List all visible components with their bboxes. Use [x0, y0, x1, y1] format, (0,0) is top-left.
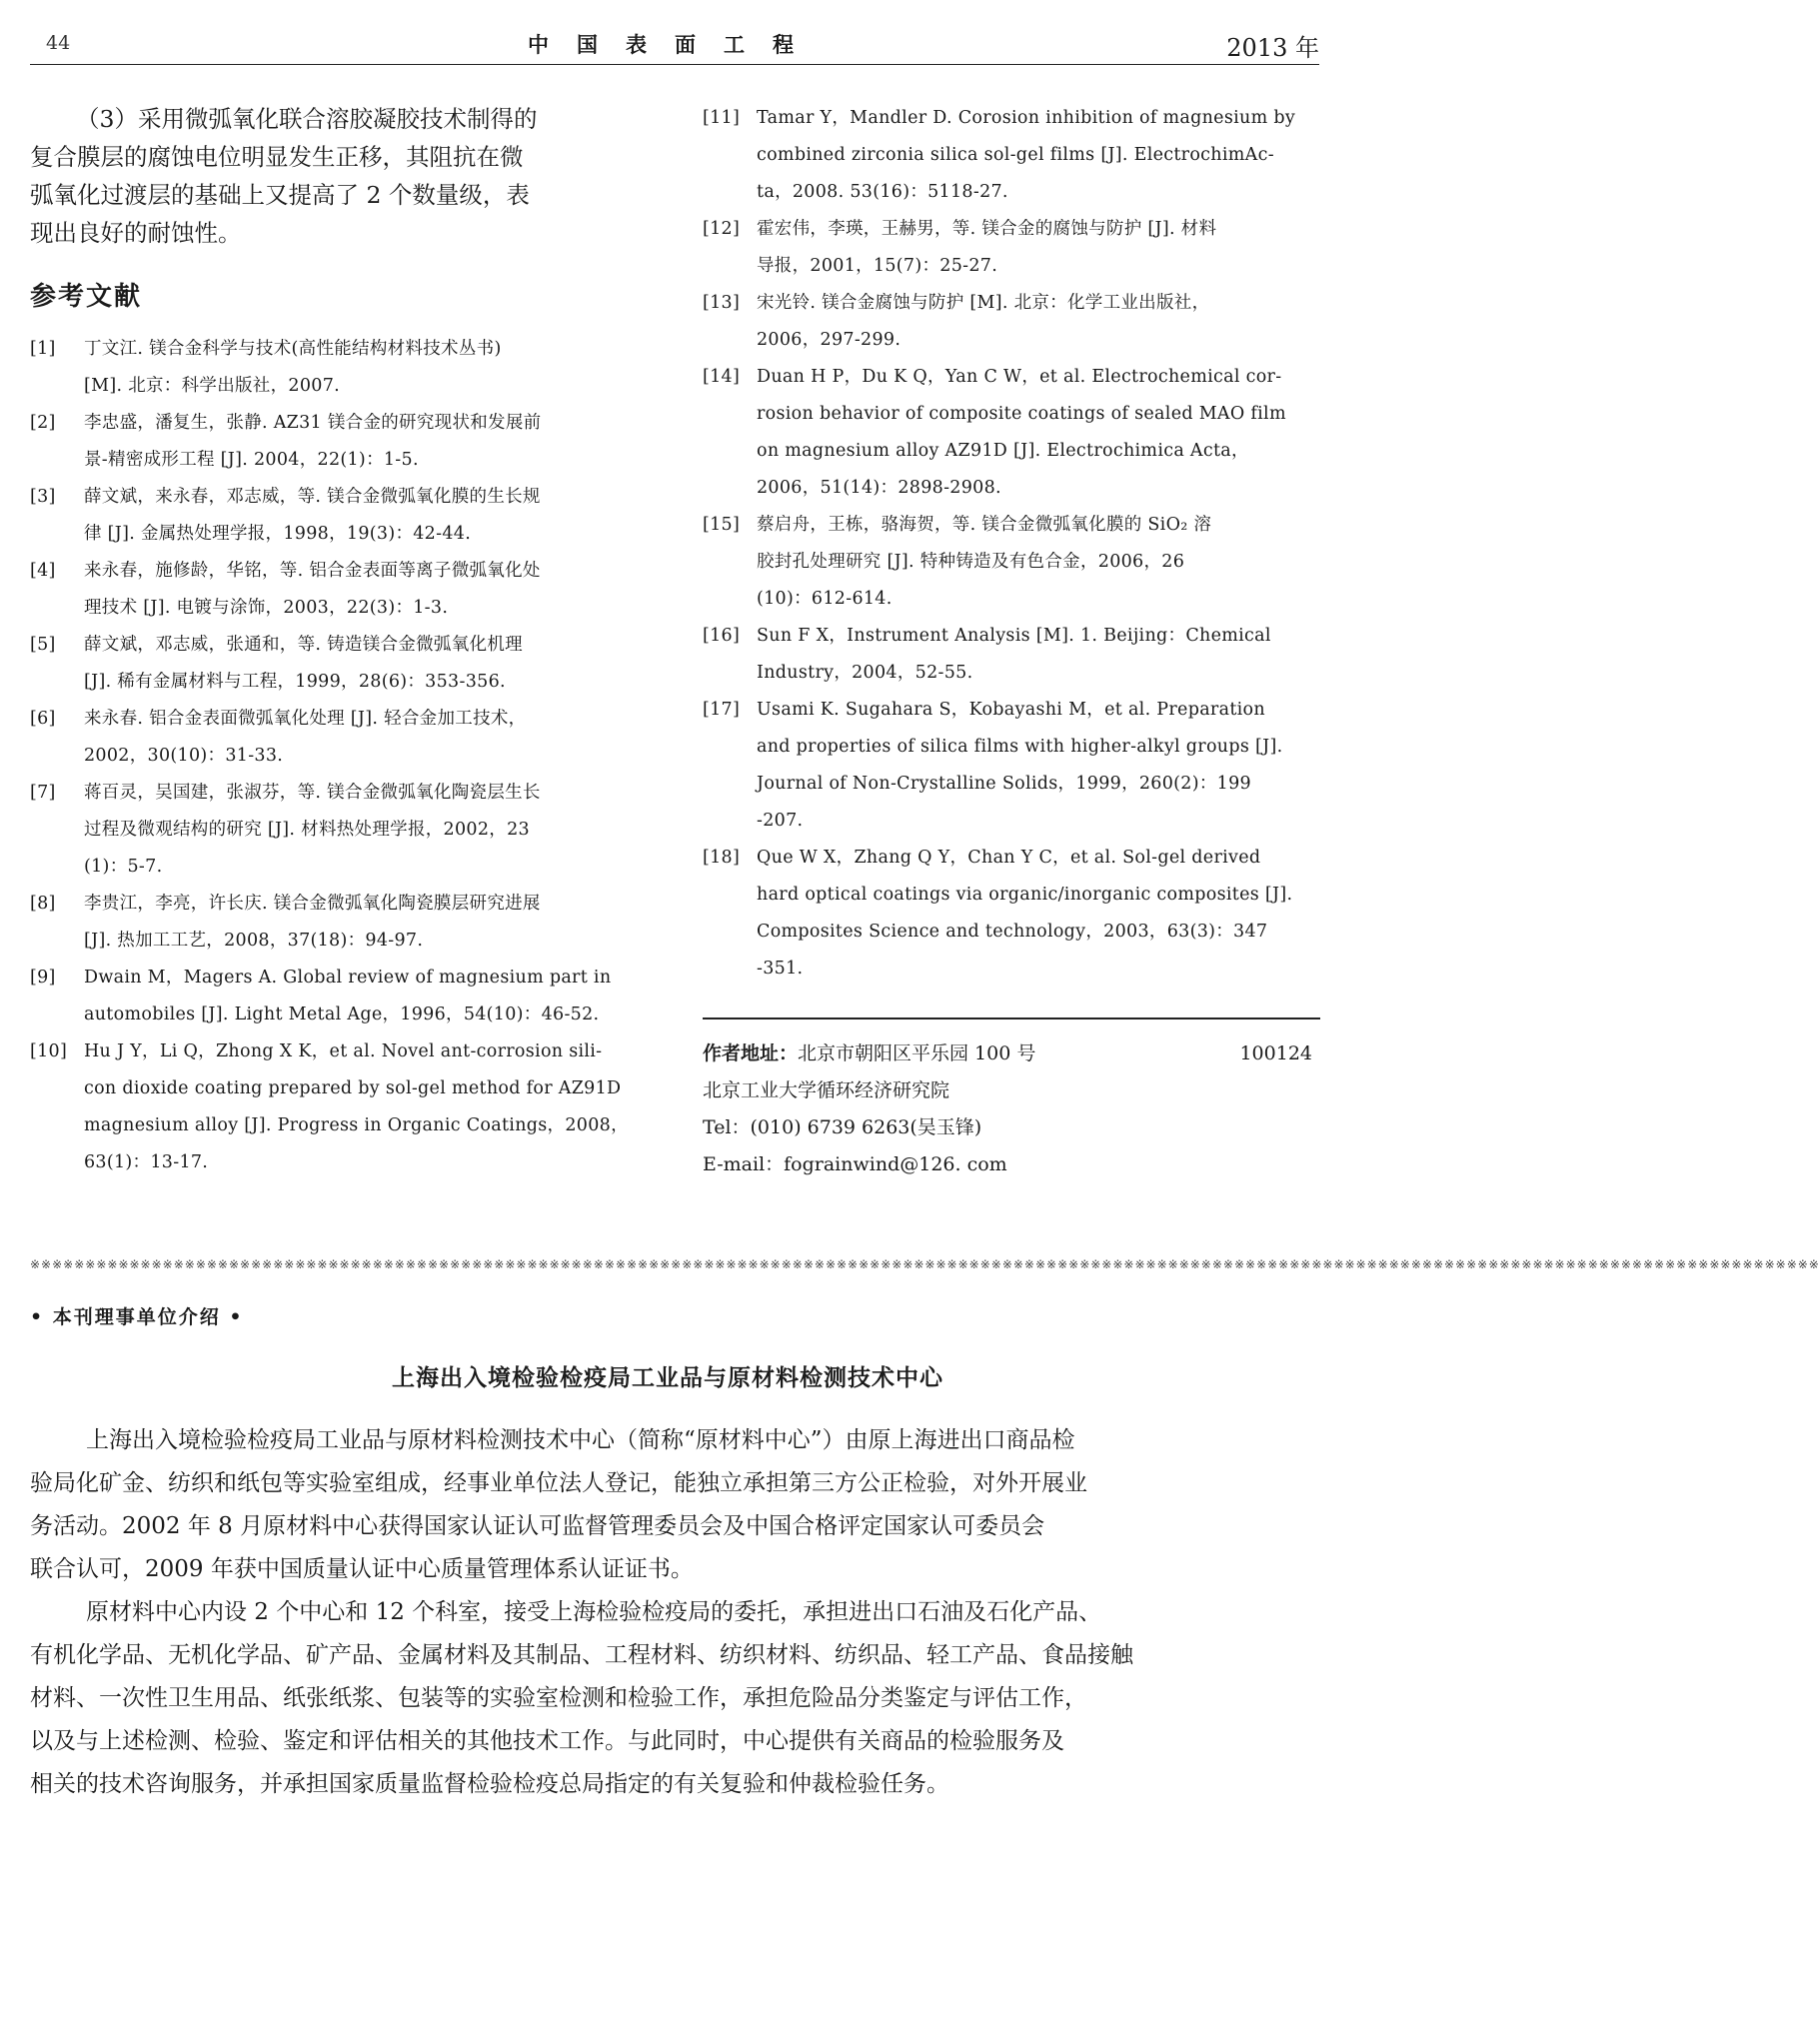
reference-item [703, 507, 1320, 618]
reference-line: Journal of Non-Crystalline Solids，1999，260(2)：199 [757, 774, 1251, 794]
reference-line: 薛文斌，邓志威，张通和，等. 铸造镁合金微弧氧化机理 [84, 635, 523, 655]
reference-line: -351. [757, 959, 804, 979]
reference-item [30, 479, 648, 553]
reference-item [30, 627, 648, 701]
reference-line: 过程及微观结构的研究 [J]. 材料热处理学报，2002，23 [84, 820, 530, 840]
reference-item [703, 840, 1320, 988]
intro-line: 材料、一次性卫生用品、纸张纸浆、包装等的实验室检测和检验工作，承担危险品分类鉴定与评估工作， [30, 1685, 1087, 1711]
conclusion-line: 现出良好的耐蚀性。 [30, 219, 242, 247]
reference-line: 导报，2001，15(7)：25-27. [757, 256, 998, 276]
reference-item [30, 331, 648, 405]
reference-line: Composites Science and technology，2003，63(3)：347 [757, 922, 1268, 942]
author-address-block [703, 1035, 1320, 1183]
conclusion-line: （3）采用微弧氧化联合溶胶凝胶技术制得的 [76, 105, 538, 133]
author-institute: 北京工业大学循环经济研究院 [703, 1079, 950, 1101]
reference-line: 李贵江，李亮，许长庆. 镁合金微弧氧化陶瓷膜层研究进展 [84, 894, 541, 914]
reference-number: [7] [30, 783, 56, 803]
intro-line: 验局化矿金、纺织和纸包等实验室组成，经事业单位法人登记，能独立承担第三方公正检验，对外开展业 [30, 1470, 1087, 1496]
reference-number: [17] [703, 700, 741, 720]
reference-line: 2002，30(10)：31-33. [84, 746, 284, 766]
reference-item [30, 960, 648, 1033]
reference-line: 景-精密成形工程 [J]. 2004，22(1)：1-5. [84, 450, 419, 470]
intro-line: 上海出入境检验检疫局工业品与原材料检测技术中心（简称“原材料中心”）由原上海进出口商品检 [86, 1427, 1075, 1453]
references-list-left [30, 331, 648, 1181]
reference-line: [J]. 热加工工艺，2008，37(18)：94-97. [84, 931, 424, 951]
reference-line: 蔡启舟，王栋，骆海贺，等. 镁合金微弧氧化膜的 SiO₂ 溶 [757, 515, 1212, 535]
reference-number: [2] [30, 413, 56, 433]
reference-line: combined zirconia silica sol-gel films [J]. ElectrochimAc- [757, 145, 1274, 165]
author-address: 北京市朝阳区平乐园 100 号 [798, 1042, 1036, 1064]
author-label: 作者地址： [703, 1042, 799, 1064]
conclusion-paragraph [30, 100, 648, 252]
issue-year: 2013 年 [1226, 34, 1319, 62]
reference-line: [J]. 稀有金属材料与工程，1999，28(6)：353-356. [84, 672, 506, 692]
reference-number: [6] [30, 709, 56, 729]
reference-line: Que W X，Zhang Q Y，Chan Y C，et al. Sol-gel derived [757, 848, 1261, 868]
intro-column-tag: • 本刊理事单位介绍 • [30, 1306, 244, 1328]
reference-line: Tamar Y，Mandler D. Corosion inhibition of magnesium by [757, 108, 1296, 128]
reference-line: 胶封孔处理研究 [J]. 特种铸造及有色合金，2006，26 [757, 552, 1185, 572]
left-column [30, 100, 648, 1181]
reference-number: [14] [703, 367, 741, 387]
reference-line: 丁文江. 镁合金科学与技术(高性能结构材料技术丛书) [84, 339, 502, 359]
reference-line: 2006，297-299. [757, 330, 902, 350]
author-divider [703, 1017, 1320, 1019]
reference-line: Hu J Y，Li Q，Zhong X K，et al. Novel ant-corrosion sili- [84, 1041, 603, 1061]
reference-number: [4] [30, 561, 56, 581]
reference-line: 2006，51(14)：2898-2908. [757, 478, 1001, 498]
reference-item [30, 553, 648, 627]
reference-line: con dioxide coating prepared by sol-gel method for AZ91D [84, 1078, 622, 1098]
reference-line: automobiles [J]. Light Metal Age，1996，54(10)：46-52. [84, 1005, 600, 1024]
intro-line: 有机化学品、无机化学品、矿产品、金属材料及其制品、工程材料、纺织材料、纺织品、轻工产品、食品接触 [30, 1642, 1133, 1668]
reference-line: Sun F X，Instrument Analysis [M]. 1. Beijing：Chemical [757, 626, 1271, 646]
reference-line: 李忠盛，潘复生，张静. AZ31 镁合金的研究现状和发展前 [84, 413, 542, 433]
reference-line: 来永春，施修龄，华铭，等. 铝合金表面等离子微弧氧化处 [84, 561, 541, 581]
reference-line: 蒋百灵，吴国建，张淑芬，等. 镁合金微弧氧化陶瓷层生长 [84, 783, 541, 803]
reference-item [703, 359, 1320, 507]
reference-line: -207. [757, 811, 804, 831]
right-column [703, 100, 1320, 1183]
reference-item [703, 692, 1320, 840]
reference-item [703, 211, 1320, 285]
intro-line: 务活动。2002 年 8 月原材料中心获得国家认证认可监督管理委员会及中国合格评定国家认可委员会 [30, 1513, 1045, 1539]
reference-item [30, 701, 648, 775]
reference-line: 来永春. 铝合金表面微弧氧化处理 [J]. 轻合金加工技术， [84, 709, 527, 729]
conclusion-line: 复合膜层的腐蚀电位明显发生正移，其阻抗在微 [30, 143, 524, 171]
reference-line: (10)：612-614. [757, 589, 893, 609]
reference-line: magnesium alloy [J]. Progress in Organic Coatings，2008， [84, 1115, 629, 1135]
reference-number: [3] [30, 487, 56, 507]
reference-number: [11] [703, 108, 741, 128]
reference-line: hard optical coatings via organic/inorganic composites [J]. [757, 885, 1293, 905]
reference-number: [16] [703, 626, 741, 646]
reference-number: [8] [30, 894, 56, 914]
reference-number: [18] [703, 848, 741, 868]
references-list-right [703, 100, 1320, 988]
reference-line: 薛文斌，来永春，邓志威，等. 镁合金微弧氧化膜的生长规 [84, 487, 541, 507]
reference-line: Usami K. Sugahara S，Kobayashi M，et al. Preparation [757, 700, 1265, 720]
reference-number: [5] [30, 635, 56, 655]
reference-item [703, 618, 1320, 692]
reference-item [703, 285, 1320, 359]
reference-line: 霍宏伟，李瑛，王赫男，等. 镁合金的腐蚀与防护 [J]. 材料 [757, 219, 1217, 239]
reference-line: Duan H P，Du K Q，Yan C W，et al. Electrochemical cor- [757, 367, 1282, 387]
intro-line: 原材料中心内设 2 个中心和 12 个科室，接受上海检验检疫局的委托，承担进出口石油及石化产品、 [86, 1599, 1102, 1625]
reference-item [30, 775, 648, 886]
intro-line: 以及与上述检测、检验、鉴定和评估相关的其他技术工作。与此同时，中心提供有关商品的检验服务及 [30, 1728, 1064, 1754]
reference-number: [10] [30, 1041, 68, 1061]
reference-item [703, 100, 1320, 211]
intro-line: 联合认可，2009 年获中国质量认证中心质量管理体系认证证书。 [30, 1556, 694, 1582]
reference-line: 宋光铃. 镁合金腐蚀与防护 [M]. 北京：化学工业出版社， [757, 293, 1210, 313]
intro-title: 上海出入境检验检疫局工业品与原材料检测技术中心 [392, 1365, 943, 1391]
reference-line: and properties of silica films with higher-alkyl groups [J]. [757, 737, 1283, 757]
reference-line: 律 [J]. 金属热处理学报，1998，19(3)：42-44. [84, 524, 472, 544]
conclusion-line: 弧氧化过渡层的基础上又提高了 2 个数量级，表 [30, 181, 530, 209]
reference-number: [15] [703, 515, 741, 535]
reference-item [30, 1033, 648, 1181]
reference-line: rosion behavior of composite coatings of sealed MAO film [757, 404, 1286, 424]
author-email[interactable]: E-mail：fograinwind@126. com [703, 1153, 1007, 1175]
reference-line: 63(1)：13-17. [84, 1152, 209, 1172]
reference-line: (1)：5-7. [84, 857, 163, 877]
intro-line: 相关的技术咨询服务，并承担国家质量监督检验检疫总局指定的有关复验和仲裁检验任务。 [30, 1771, 949, 1797]
reference-number: [12] [703, 219, 741, 239]
reference-line: on magnesium alloy AZ91D [J]. Electrochimica Acta， [757, 441, 1249, 461]
intro-body [30, 1419, 1319, 1806]
section-divider: ※※※※※※※※※※※※※※※※※※※※※※※※※※※※※※※※※※※※※※※※※※※※※※※※※※※※※※※※※※※※※※※※※※※※※※※※※※※※※※※※※※※※※※※※※※※※※※※※※※※※※※※※※※※※※※※※※※※※※※※※※※※※※※※※※※※※※※※※※※※※※※※※※※※※※※※※※※※※※※※※※※ [30, 1257, 1820, 1271]
reference-number: [9] [30, 968, 56, 988]
reference-item [30, 405, 648, 479]
reference-number: [1] [30, 339, 56, 359]
reference-line: ta，2008. 53(16)：5118-27. [757, 182, 1008, 202]
references-heading: 参考文献 [30, 282, 143, 312]
author-postcode: 100124 [1239, 1042, 1312, 1064]
reference-number: [13] [703, 293, 741, 313]
reference-line: [M]. 北京：科学出版社，2007. [84, 376, 340, 396]
page-number: 44 [46, 32, 71, 54]
reference-line: Dwain M，Magers A. Global review of magnesium part in [84, 968, 612, 988]
author-tel: Tel：(010) 6739 6263(吴玉锋) [703, 1116, 982, 1138]
reference-item [30, 886, 648, 960]
reference-line: 理技术 [J]. 电镀与涂饰，2003，22(3)：1-3. [84, 598, 449, 618]
page-header [30, 28, 1319, 65]
reference-line: Industry，2004，52-55. [757, 663, 973, 683]
journal-title: 中国表面工程 [528, 33, 822, 57]
